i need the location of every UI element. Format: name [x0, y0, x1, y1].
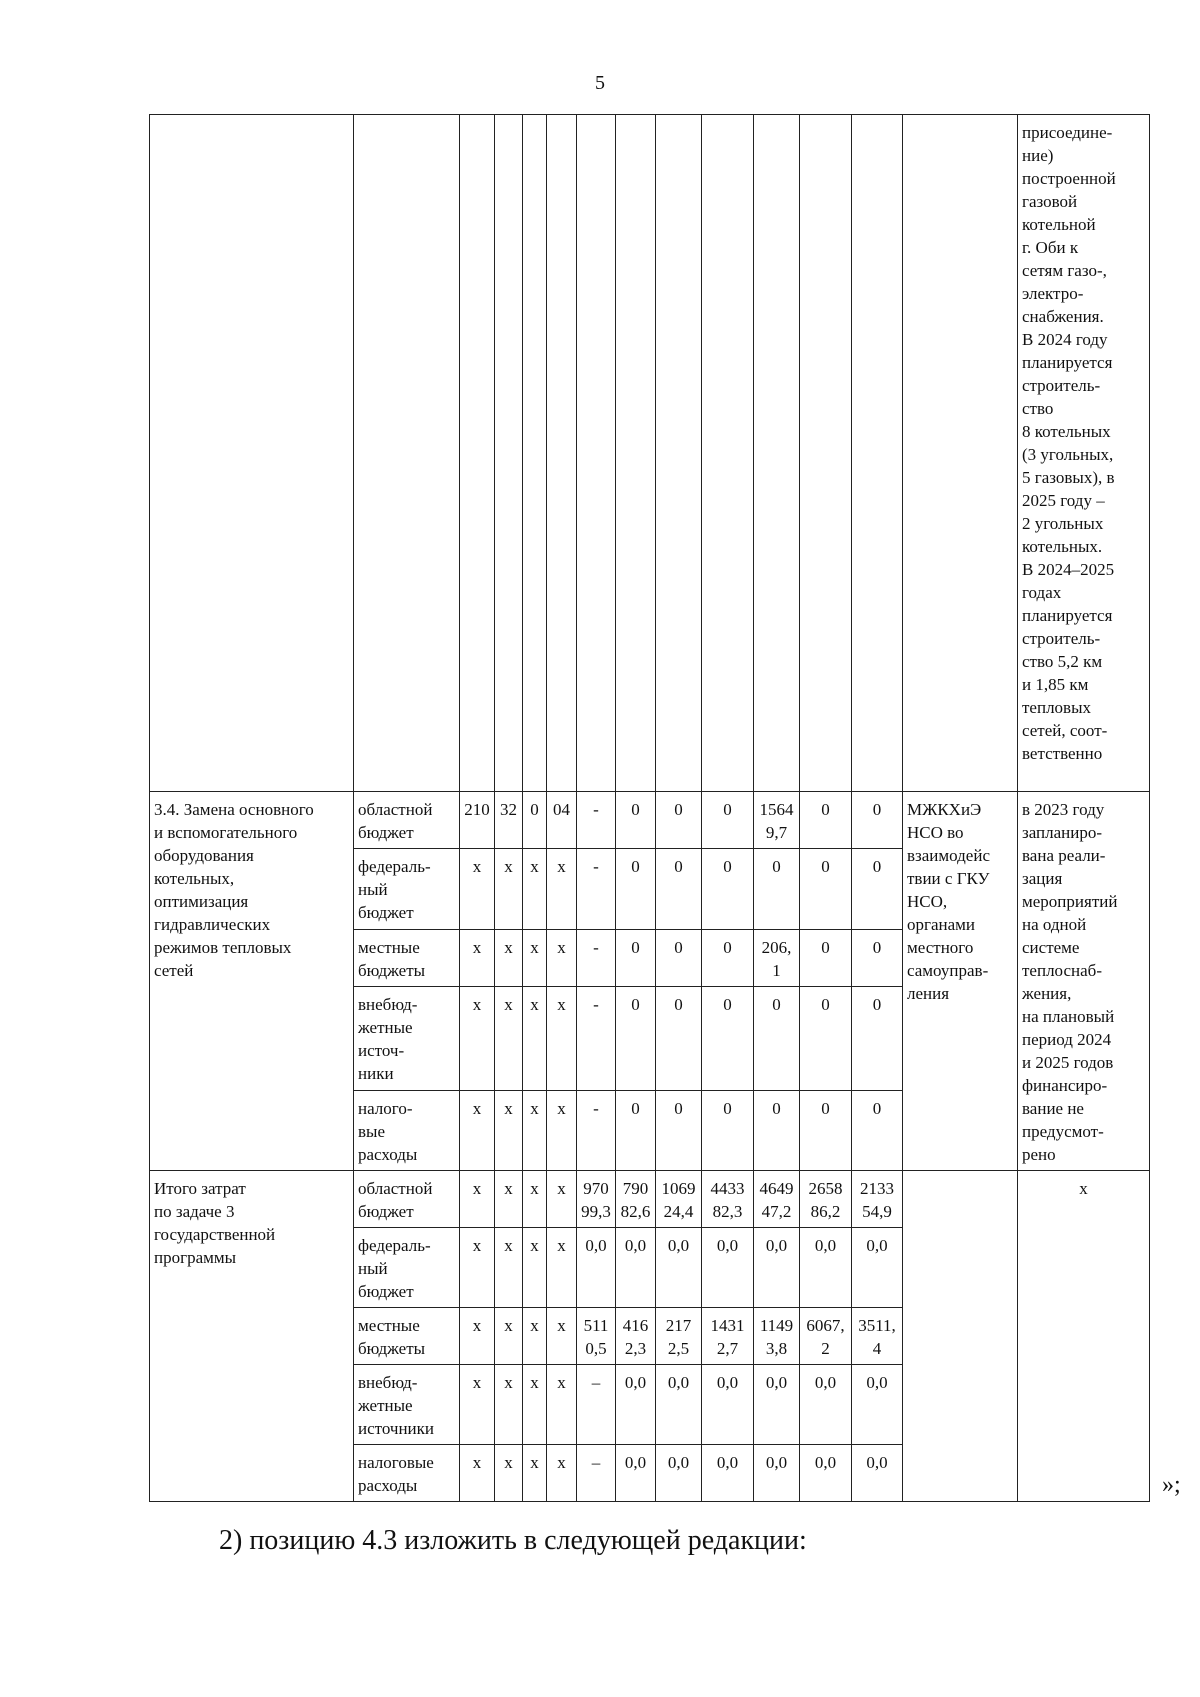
budget-code-cell: х	[547, 1228, 577, 1308]
budget-code-cell: х	[460, 1228, 495, 1308]
amount-cell: 970 99,3	[577, 1171, 616, 1228]
amount-cell: 0	[616, 929, 656, 986]
amount-cell: 0,0	[852, 1228, 903, 1308]
funding-source: федераль- ный бюджет	[354, 849, 460, 929]
amount-cell: 206, 1	[754, 929, 800, 986]
amount-cell: 0,0	[852, 1365, 903, 1445]
funding-source: федераль- ный бюджет	[354, 1228, 460, 1308]
empty-cell	[656, 115, 702, 792]
amount-cell: 0	[616, 849, 656, 929]
measure-title: 3.4. Замена основного и вспомогательного оборудования котельных, оптимизация гидравлических режимов тепловых сетей	[150, 792, 354, 1171]
amount-cell: 0	[702, 792, 754, 849]
funding-source: местные бюджеты	[354, 929, 460, 986]
budget-code-cell: х	[495, 929, 523, 986]
budget-code-cell: х	[460, 1171, 495, 1228]
budget-code-cell: х	[523, 1171, 547, 1228]
amount-cell: 0	[702, 1090, 754, 1170]
amount-cell: 0	[800, 987, 852, 1091]
funding-source: внебюд- жетные источ- ники	[354, 987, 460, 1091]
amount-cell: 0,0	[656, 1365, 702, 1445]
budget-code-cell: х	[523, 1445, 547, 1502]
amount-cell: 0,0	[754, 1365, 800, 1445]
amount-cell: 0	[754, 987, 800, 1091]
empty-cell	[150, 115, 354, 792]
budget-code-cell: х	[547, 849, 577, 929]
amount-cell: 2658 86,2	[800, 1171, 852, 1228]
budget-code-cell: 210	[460, 792, 495, 849]
continuation-row	[150, 115, 1150, 792]
amount-cell: 0,0	[656, 1445, 702, 1502]
amount-cell: 0	[852, 849, 903, 929]
budget-code-cell: х	[460, 929, 495, 986]
amount-cell: 0,0	[852, 1445, 903, 1502]
amount-cell: 0	[852, 792, 903, 849]
empty-cell	[523, 115, 547, 792]
budget-code-cell: 32	[495, 792, 523, 849]
budget-code-cell: х	[460, 987, 495, 1091]
budget-code-cell: х	[523, 1365, 547, 1445]
amount-cell: 4433 82,3	[702, 1171, 754, 1228]
amount-cell: 0	[852, 987, 903, 1091]
amount-cell: 0	[800, 792, 852, 849]
budget-code-cell: х	[523, 987, 547, 1091]
amount-cell: 0,0	[656, 1228, 702, 1308]
budget-code-cell: х	[547, 1308, 577, 1365]
amount-cell: 1149 3,8	[754, 1308, 800, 1365]
amount-cell: 0	[656, 849, 702, 929]
amount-cell: 790 82,6	[616, 1171, 656, 1228]
amount-cell: 511 0,5	[577, 1308, 616, 1365]
budget-row	[150, 1171, 1150, 1228]
result-cell: в 2023 году запланиро- вана реали- зация мероприятий на одной системе теплоснаб- жения, на плановый период 2024 и 2025 годов финансиро- вание не предусмот- рено	[1018, 792, 1150, 1171]
amount-cell: 0,0	[616, 1228, 656, 1308]
funding-source: внебюд- жетные источники	[354, 1365, 460, 1445]
amount-cell: 0	[616, 1090, 656, 1170]
funding-source: налого- вые расходы	[354, 1090, 460, 1170]
amount-cell: 0	[656, 987, 702, 1091]
empty-cell	[354, 115, 460, 792]
budget-code-cell: х	[495, 1308, 523, 1365]
amount-cell: 0,0	[702, 1445, 754, 1502]
budget-code-cell: х	[460, 1445, 495, 1502]
budget-row	[150, 792, 1150, 849]
executor-cell: МЖКХиЭ НСО во взаимодейс твии с ГКУ НСО, органами местного самоуправ- ления	[903, 792, 1018, 1171]
amount-cell: 1564 9,7	[754, 792, 800, 849]
amount-cell: 4649 47,2	[754, 1171, 800, 1228]
amount-cell: 0,0	[754, 1228, 800, 1308]
amount-cell: 3511, 4	[852, 1308, 903, 1365]
budget-code-cell: х	[495, 1445, 523, 1502]
funding-source: областной бюджет	[354, 1171, 460, 1228]
amount-cell: 217 2,5	[656, 1308, 702, 1365]
amount-cell: 1069 24,4	[656, 1171, 702, 1228]
amount-cell: -	[577, 792, 616, 849]
budget-code-cell: 04	[547, 792, 577, 849]
continuation-text: присоедине- ние) построенной газовой котельной г. Оби к сетям газо-, электро- снабжения. В 2024 году планируется строитель- ство 8 котельных (3 угольных, 5 газовых), в 2025 году – 2 угольных котельных. В 2024–2025 годах планируется строитель- ство 5,2 км и 1,85 км тепловых сетей, соот- ветственно	[1018, 115, 1150, 792]
budget-code-cell: х	[523, 1090, 547, 1170]
budget-code-cell: х	[523, 929, 547, 986]
amount-cell: 0	[656, 1090, 702, 1170]
amount-cell: 0	[656, 929, 702, 986]
amount-cell: 0,0	[616, 1445, 656, 1502]
amount-cell: 6067, 2	[800, 1308, 852, 1365]
budget-code-cell: х	[460, 849, 495, 929]
empty-cell	[547, 115, 577, 792]
amount-cell: 1431 2,7	[702, 1308, 754, 1365]
funding-source: местные бюджеты	[354, 1308, 460, 1365]
budget-code-cell: х	[547, 1365, 577, 1445]
amount-cell: 0	[702, 987, 754, 1091]
budget-table	[149, 114, 1150, 1502]
funding-source: налоговые расходы	[354, 1445, 460, 1502]
closing-quote: »;	[1162, 1472, 1181, 1498]
amount-cell: 0	[616, 987, 656, 1091]
budget-code-cell: х	[460, 1308, 495, 1365]
amount-cell: 0,0	[577, 1228, 616, 1308]
amount-cell: -	[577, 987, 616, 1091]
amount-cell: 0	[800, 849, 852, 929]
empty-cell	[702, 115, 754, 792]
executor-cell	[903, 1171, 1018, 1502]
empty-cell	[754, 115, 800, 792]
budget-code-cell: х	[495, 1171, 523, 1228]
budget-code-cell: х	[460, 1365, 495, 1445]
amount-cell: 0	[702, 849, 754, 929]
funding-source: областной бюджет	[354, 792, 460, 849]
budget-code-cell: х	[460, 1090, 495, 1170]
amount-cell: 0,0	[754, 1445, 800, 1502]
budget-code-cell: х	[523, 1228, 547, 1308]
empty-cell	[460, 115, 495, 792]
amount-cell: 0	[656, 792, 702, 849]
amount-cell: –	[577, 1365, 616, 1445]
budget-code-cell: х	[547, 1445, 577, 1502]
budget-code-cell: х	[547, 987, 577, 1091]
budget-code-cell: х	[495, 1365, 523, 1445]
amount-cell: 0,0	[800, 1228, 852, 1308]
amount-cell: 0,0	[616, 1365, 656, 1445]
amount-cell: 0,0	[800, 1445, 852, 1502]
amount-cell: 0	[616, 792, 656, 849]
amount-cell: 0	[754, 1090, 800, 1170]
empty-cell	[616, 115, 656, 792]
budget-code-cell: х	[495, 1228, 523, 1308]
budget-code-cell: х	[547, 929, 577, 986]
amount-cell: 0	[702, 929, 754, 986]
amount-cell: -	[577, 929, 616, 986]
budget-code-cell: х	[523, 1308, 547, 1365]
empty-cell	[800, 115, 852, 792]
budget-code-cell: х	[495, 1090, 523, 1170]
empty-cell	[495, 115, 523, 792]
amount-cell: 0	[754, 849, 800, 929]
amount-cell: -	[577, 849, 616, 929]
amount-cell: 2133 54,9	[852, 1171, 903, 1228]
budget-code-cell: 0	[523, 792, 547, 849]
budget-code-cell: х	[495, 849, 523, 929]
page-number: 5	[595, 72, 605, 94]
amount-cell: 0,0	[702, 1365, 754, 1445]
amount-cell: 0	[800, 1090, 852, 1170]
instruction-text: 2) позицию 4.3 изложить в следующей редакции:	[219, 1525, 807, 1556]
amount-cell: 0,0	[800, 1365, 852, 1445]
measure-title: Итого затрат по задаче 3 государственной программы	[150, 1171, 354, 1502]
budget-code-cell: х	[547, 1090, 577, 1170]
amount-cell: 0,0	[702, 1228, 754, 1308]
amount-cell: 0	[852, 929, 903, 986]
budget-code-cell: х	[495, 987, 523, 1091]
budget-code-cell: х	[547, 1171, 577, 1228]
amount-cell: 0	[800, 929, 852, 986]
amount-cell: -	[577, 1090, 616, 1170]
amount-cell: 0	[852, 1090, 903, 1170]
result-cell: х	[1018, 1171, 1150, 1502]
budget-code-cell: х	[523, 849, 547, 929]
amount-cell: –	[577, 1445, 616, 1502]
empty-cell	[852, 115, 903, 792]
empty-cell	[903, 115, 1018, 792]
amount-cell: 416 2,3	[616, 1308, 656, 1365]
empty-cell	[577, 115, 616, 792]
